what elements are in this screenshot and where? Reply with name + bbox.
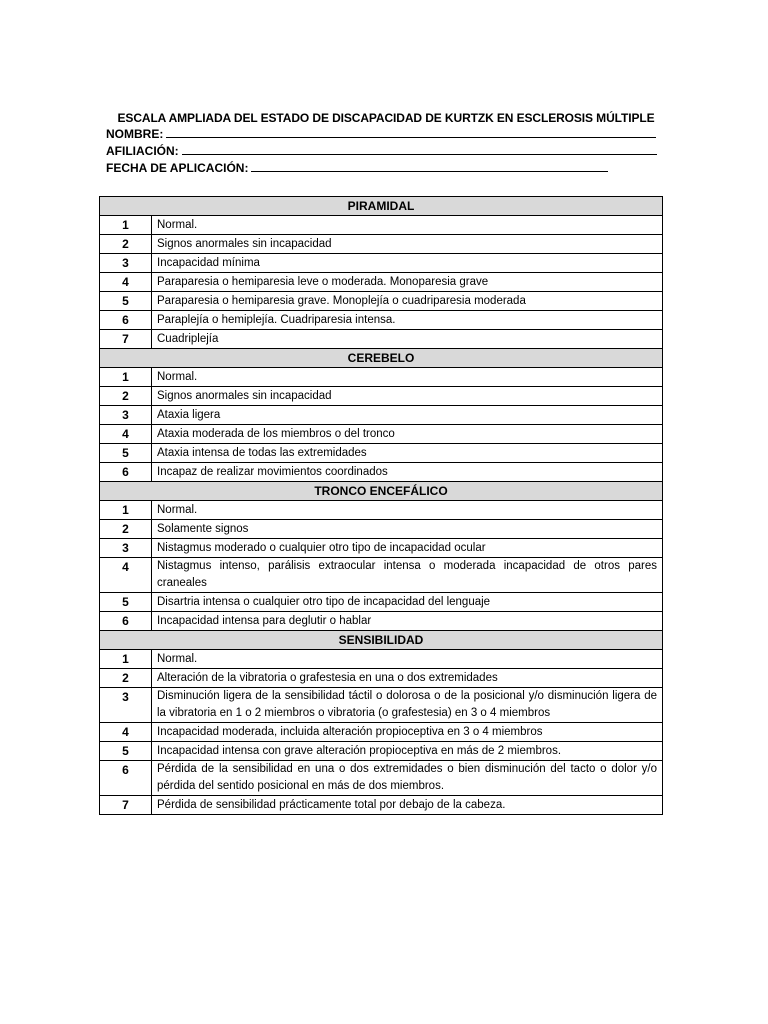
- row-number: 5: [100, 444, 152, 463]
- table-row: [100, 273, 663, 292]
- row-number: 5: [100, 742, 152, 761]
- table-row: [100, 292, 663, 311]
- row-number: 2: [100, 387, 152, 406]
- row-description: Ataxia intensa de todas las extremidades: [152, 444, 663, 463]
- row-number: 7: [100, 330, 152, 349]
- table-row: [100, 254, 663, 273]
- row-description: Normal.: [152, 368, 663, 387]
- row-description: Signos anormales sin incapacidad: [152, 387, 663, 406]
- table-row: [100, 444, 663, 463]
- afiliacion-field[interactable]: [106, 143, 666, 160]
- row-number: 4: [100, 723, 152, 742]
- section-header-piramidal: PIRAMIDAL: [100, 197, 663, 216]
- table-row: [100, 311, 663, 330]
- row-description: Incapacidad moderada, incluida alteración propioceptiva en 3 o 4 miembros: [152, 723, 663, 742]
- form-header: [106, 110, 666, 177]
- row-description: Disminución ligera de la sensibilidad táctil o dolorosa o de la posicional y/o disminución ligera de la vibratoria en 1 o 2 miembros o vibratoria (o grafestesia) en 3 o 4 miembros: [152, 688, 663, 723]
- row-number: 6: [100, 463, 152, 482]
- row-number: 1: [100, 501, 152, 520]
- table-row: [100, 669, 663, 688]
- table-row: [100, 520, 663, 539]
- row-description: Solamente signos: [152, 520, 663, 539]
- table-row: [100, 387, 663, 406]
- row-description: Incapacidad intensa para deglutir o hablar: [152, 612, 663, 631]
- row-description: Incapacidad intensa con grave alteración propioceptiva en más de 2 miembros.: [152, 742, 663, 761]
- row-description: Normal.: [152, 650, 663, 669]
- row-number: 3: [100, 688, 152, 723]
- row-number: 2: [100, 669, 152, 688]
- row-number: 7: [100, 796, 152, 815]
- table-row: [100, 796, 663, 815]
- table-row: [100, 593, 663, 612]
- table-row: [100, 723, 663, 742]
- row-number: 5: [100, 292, 152, 311]
- scale-table: [99, 196, 663, 815]
- row-number: 1: [100, 368, 152, 387]
- section-header-tronco-encefalico: TRONCO ENCEFÁLICO: [100, 482, 663, 501]
- row-description: Incapacidad mínima: [152, 254, 663, 273]
- row-number: 4: [100, 558, 152, 593]
- section-header-sensibilidad: SENSIBILIDAD: [100, 631, 663, 650]
- row-description: Disartria intensa o cualquier otro tipo de incapacidad del lenguaje: [152, 593, 663, 612]
- row-number: 3: [100, 254, 152, 273]
- fecha-label: FECHA DE APLICACIÓN:: [106, 161, 249, 175]
- table-row: [100, 216, 663, 235]
- row-description: Cuadriplejía: [152, 330, 663, 349]
- row-description: Normal.: [152, 501, 663, 520]
- row-number: 2: [100, 235, 152, 254]
- row-number: 6: [100, 761, 152, 796]
- row-description: Nistagmus intenso, parálisis extraocular intensa o moderada incapacidad de otros pares craneales: [152, 558, 663, 593]
- row-description: Normal.: [152, 216, 663, 235]
- section-header-cerebelo: CEREBELO: [100, 349, 663, 368]
- row-number: 6: [100, 612, 152, 631]
- row-number: 1: [100, 216, 152, 235]
- nombre-blank-line[interactable]: [166, 126, 656, 138]
- table-row: [100, 235, 663, 254]
- row-number: 5: [100, 593, 152, 612]
- row-description: Incapaz de realizar movimientos coordinados: [152, 463, 663, 482]
- row-description: Paraplejía o hemiplejía. Cuadriparesia intensa.: [152, 311, 663, 330]
- row-description: Paraparesia o hemiparesia grave. Monoplejía o cuadriparesia moderada: [152, 292, 663, 311]
- row-number: 4: [100, 425, 152, 444]
- fecha-blank-line[interactable]: [251, 160, 608, 172]
- row-description: Paraparesia o hemiparesia leve o moderada. Monoparesia grave: [152, 273, 663, 292]
- nombre-label: NOMBRE:: [106, 127, 164, 141]
- row-description: Pérdida de la sensibilidad en una o dos extremidades o bien disminución del tacto o dolor y/o pérdida del sentido posicional en más de dos miembros.: [152, 761, 663, 796]
- row-description: Alteración de la vibratoria o grafestesia en una o dos extremidades: [152, 669, 663, 688]
- nombre-field[interactable]: [106, 126, 666, 143]
- row-number: 6: [100, 311, 152, 330]
- row-description: Ataxia moderada de los miembros o del tronco: [152, 425, 663, 444]
- row-number: 2: [100, 520, 152, 539]
- table-row: [100, 425, 663, 444]
- row-description: Ataxia ligera: [152, 406, 663, 425]
- table-row: [100, 368, 663, 387]
- table-row: [100, 688, 663, 723]
- table-row: [100, 406, 663, 425]
- table-row: [100, 330, 663, 349]
- row-number: 3: [100, 539, 152, 558]
- row-description: Nistagmus moderado o cualquier otro tipo de incapacidad ocular: [152, 539, 663, 558]
- row-number: 3: [100, 406, 152, 425]
- row-description: Signos anormales sin incapacidad: [152, 235, 663, 254]
- table-row: [100, 463, 663, 482]
- table-row: [100, 558, 663, 593]
- fecha-field[interactable]: [106, 160, 666, 177]
- afiliacion-blank-line[interactable]: [182, 143, 657, 155]
- table-row: [100, 761, 663, 796]
- afiliacion-label: AFILIACIÓN:: [106, 144, 179, 158]
- row-description: Pérdida de sensibilidad prácticamente total por debajo de la cabeza.: [152, 796, 663, 815]
- row-number: 4: [100, 273, 152, 292]
- table-row: [100, 539, 663, 558]
- table-row: [100, 501, 663, 520]
- row-number: 1: [100, 650, 152, 669]
- table-row: [100, 612, 663, 631]
- table-row: [100, 650, 663, 669]
- table-row: [100, 742, 663, 761]
- document-title: ESCALA AMPLIADA DEL ESTADO DE DISCAPACIDAD DE KURTZK EN ESCLEROSIS MÚLTIPLE: [117, 111, 655, 125]
